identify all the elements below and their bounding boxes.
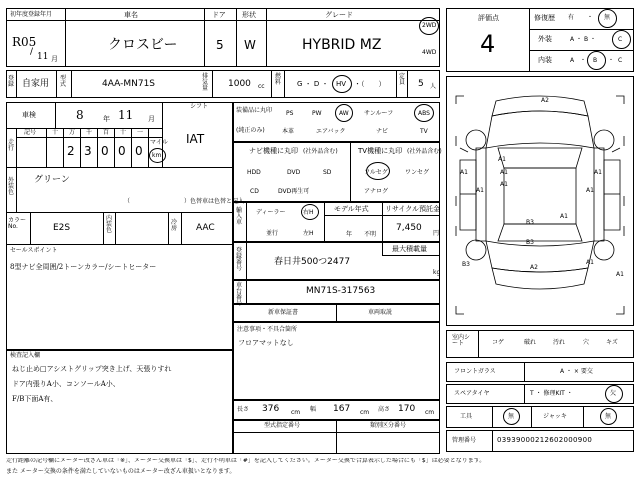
drive-4wd: 4WD bbox=[422, 49, 437, 56]
height-unit: cm bbox=[425, 409, 435, 416]
ext-grade-label: 外装 bbox=[538, 35, 552, 43]
height-label: 高さ bbox=[378, 406, 391, 413]
tv-item: アナログ bbox=[364, 188, 389, 195]
fuel-options: G ・ D ・ bbox=[297, 80, 329, 88]
footer-line-2: また メーター交換の条件を満たしていないものはメーター改ざん車扱いとなります。 bbox=[6, 468, 236, 475]
notes-text: フロアマットなし bbox=[238, 339, 294, 347]
inspector-label: 検査記入欄 bbox=[10, 352, 41, 359]
inspector-line: ドア内張りA小、コンソールA小、 bbox=[12, 380, 120, 388]
model-year-unit: 年 bbox=[346, 231, 353, 238]
front-glass-options: A ・ × 要交 bbox=[560, 368, 593, 375]
score-value: 4 bbox=[480, 30, 496, 58]
recycle-label: リサイクル預託金 bbox=[385, 205, 441, 213]
car-name: クロスビー bbox=[108, 37, 178, 53]
tv-item: フルセグ bbox=[364, 169, 388, 176]
int-grade-b: B bbox=[593, 57, 598, 64]
drive-2wd: 2WD bbox=[422, 22, 437, 29]
model: 4AA-MN71S bbox=[102, 79, 156, 89]
user-manual: 車両取説 bbox=[368, 309, 393, 316]
navi-item: HDD bbox=[247, 169, 261, 176]
door-label: ドア bbox=[212, 11, 226, 19]
jack-label: ジャッキ bbox=[543, 413, 567, 420]
damage-mark: A1 bbox=[498, 156, 506, 163]
mileage-digit-label: 百 bbox=[103, 129, 110, 136]
inspection-month-unit: 月 bbox=[148, 115, 155, 123]
grade-label: グレード bbox=[325, 11, 353, 19]
front-glass-label: フロントガラス bbox=[454, 368, 496, 375]
interior-item: キズ bbox=[606, 339, 618, 346]
damage-mark: B3 bbox=[526, 219, 534, 226]
navi-item: SD bbox=[323, 169, 332, 176]
color-no-label: カラーNo. bbox=[8, 217, 27, 230]
ext-grade-options: A ・ B ・ bbox=[570, 36, 596, 43]
damage-mark: A1 bbox=[460, 169, 468, 176]
interior-item: コゲ bbox=[492, 339, 505, 346]
inspector-line: F/B下面A有、 bbox=[12, 395, 58, 403]
jack-value: 無 bbox=[605, 413, 612, 420]
int-grade-sep: ・ bbox=[580, 57, 587, 64]
max-load-unit: kg bbox=[433, 269, 441, 276]
chassis-value: MN71S-317563 bbox=[306, 286, 376, 296]
spare-tire-label: スペアタイヤ bbox=[454, 390, 490, 397]
damage-mark: A1 bbox=[586, 259, 594, 266]
tools-label: 工具 bbox=[460, 413, 473, 420]
tv-label: TV機種に丸印 bbox=[358, 147, 403, 155]
month-slash: / bbox=[30, 47, 34, 57]
model-label: 型式 bbox=[60, 75, 67, 88]
shift: IAT bbox=[186, 132, 205, 146]
recycle-unit: 円 bbox=[433, 230, 440, 237]
color-no: E2S bbox=[53, 223, 71, 233]
first-reg-label: 初年度登録年月 bbox=[10, 11, 53, 18]
length: 376 bbox=[262, 404, 280, 414]
import-label: 輸入車 bbox=[236, 207, 243, 226]
import-parallel: 並行 bbox=[266, 230, 279, 237]
mileage-digit: 2 bbox=[67, 144, 75, 158]
first-reg-month-unit: 月 bbox=[51, 55, 58, 63]
interior-label: 内装色 bbox=[106, 215, 113, 234]
recycle-value: 7,450 bbox=[396, 223, 422, 233]
ext-grade-b: B bbox=[583, 36, 589, 43]
equip-item: 本革 bbox=[282, 128, 295, 135]
fuel-other: ・（ ） bbox=[354, 80, 386, 88]
damage-mark: A2 bbox=[541, 97, 549, 104]
tv-item: ワンセグ bbox=[405, 169, 430, 176]
damage-mark: A1 bbox=[500, 181, 508, 188]
width: 167 bbox=[333, 404, 351, 414]
type-cert-label: 型式指定番号 bbox=[264, 422, 301, 429]
repair-sep: ・ bbox=[587, 14, 594, 21]
mileage-digit-label: 十 bbox=[120, 129, 127, 136]
width-label: 幅 bbox=[310, 406, 317, 413]
max-load-label: 最大積載量 bbox=[392, 245, 427, 253]
navi-sub: (社外品含む) bbox=[303, 148, 338, 155]
plate-label: 登録 bbox=[8, 75, 15, 88]
capacity-unit: 人 bbox=[430, 83, 437, 90]
ext-grade-c: C bbox=[618, 36, 623, 43]
mgmt-label: 管理番号 bbox=[452, 437, 477, 444]
damage-mark: B3 bbox=[462, 261, 470, 268]
equipment-label: 装備品に丸印 bbox=[236, 107, 273, 114]
equip-item: エアバック bbox=[316, 128, 346, 135]
equip-item: ナビ bbox=[376, 128, 389, 135]
grade: HYBRID MZ bbox=[302, 37, 382, 53]
exterior-color: グリーン bbox=[34, 175, 70, 185]
exterior-note: （ ）色替車は色替と記入 bbox=[124, 198, 245, 205]
repair-no: 無 bbox=[604, 14, 611, 21]
damage-mark: A1 bbox=[500, 169, 508, 176]
inspection-label: 車検 bbox=[22, 111, 36, 119]
car-diagram bbox=[446, 76, 634, 326]
cc-unit: cc bbox=[258, 83, 265, 90]
damage-mark: A1 bbox=[594, 169, 602, 176]
use-label: 自家用 bbox=[22, 79, 50, 89]
mgmt-value: 03939000212602000900 bbox=[497, 436, 593, 444]
car-name-label: 車名 bbox=[124, 11, 138, 19]
interior-item: 穴 bbox=[583, 339, 590, 346]
doors: 5 bbox=[216, 38, 224, 52]
height: 170 bbox=[398, 404, 416, 414]
import-dealer: ディーラー bbox=[256, 209, 286, 216]
fuel-label: 燃料 bbox=[275, 73, 282, 86]
chassis-label: 車台番号 bbox=[236, 282, 243, 307]
cooler-label: 冷房 bbox=[171, 219, 178, 232]
damage-mark: A1 bbox=[616, 271, 624, 278]
cooler: AAC bbox=[196, 223, 215, 233]
notes-label: 注意事項・不具合箇所 bbox=[237, 326, 298, 333]
mileage-unit-km: km bbox=[152, 152, 162, 159]
equip-item: TV bbox=[420, 128, 428, 135]
notes-block bbox=[233, 322, 440, 400]
interior-item: 破れ bbox=[524, 339, 537, 346]
capacity-label: 定員 bbox=[399, 73, 406, 86]
shape: W bbox=[244, 38, 256, 52]
registration-value: 春日井500つ2477 bbox=[274, 257, 351, 267]
mileage-label: 走行 bbox=[8, 139, 15, 152]
mileage-digit-label: 万 bbox=[69, 129, 76, 136]
capacity: 5 bbox=[418, 79, 424, 89]
model-year-label: モデル年式 bbox=[334, 205, 369, 213]
new-car-warranty: 新車保証書 bbox=[268, 309, 299, 316]
mileage-digit: 3 bbox=[84, 144, 92, 158]
damage-mark: A1 bbox=[586, 187, 594, 194]
int-grade-label: 内装 bbox=[538, 56, 552, 64]
sales-points-text: 8型ナビ全周囲/2トーンカラー/シートヒーター bbox=[10, 263, 157, 271]
import-left: 左H bbox=[303, 230, 314, 237]
sales-points-label: セールスポイント bbox=[10, 247, 58, 254]
damage-mark: B3 bbox=[526, 239, 534, 246]
displacement: 1000 bbox=[228, 79, 251, 89]
inspection-month: 11 bbox=[118, 108, 134, 122]
mileage-digit-label: 千 bbox=[86, 129, 93, 136]
equip-item: AW bbox=[339, 110, 349, 117]
mileage-unit-mile: マイル bbox=[150, 139, 168, 146]
displacement-label: 排気量 bbox=[202, 73, 209, 92]
first-reg-month: 11 bbox=[37, 52, 49, 62]
equipment-sub: (純正のみ) bbox=[236, 127, 265, 134]
navi-label: ナビ機種に丸印 bbox=[249, 147, 298, 155]
tv-sub: (社外品含む) bbox=[407, 148, 442, 155]
int-grade-a: A bbox=[570, 57, 575, 64]
damage-mark: A1 bbox=[476, 187, 484, 194]
ext-grade-a: A bbox=[570, 36, 575, 43]
model-year-unknown: 不明 bbox=[364, 231, 377, 238]
footer-line-1: 走行距離の記号欄にメーター改ざん車は「※」、メーター交換車は「$」、走行不明車は「#」を記入してください。メーター交換で合算表示した場合にも「$」は必要となります。 bbox=[6, 458, 486, 464]
navi-item: DVD再生可 bbox=[278, 188, 310, 195]
class-label: 類別区分番号 bbox=[370, 422, 407, 429]
equip-item: サンルーフ bbox=[364, 110, 394, 117]
navi-item: DVD bbox=[287, 169, 301, 176]
equip-item: PS bbox=[286, 110, 294, 117]
inspector-line: ねじ止め□アシストグリップ突き上げ、天張りすれ bbox=[12, 365, 172, 373]
navi-item: CD bbox=[250, 188, 259, 195]
length-unit: cm bbox=[291, 409, 301, 416]
tools-value: 無 bbox=[508, 413, 515, 420]
fuel-selected: HV bbox=[336, 80, 347, 88]
repair-yes: 有 bbox=[568, 14, 575, 21]
width-unit: cm bbox=[360, 409, 370, 416]
mileage-digit: 0 bbox=[101, 144, 109, 158]
mileage-digit-label: 十 bbox=[52, 129, 59, 136]
damage-mark: A2 bbox=[530, 264, 538, 271]
mileage-digit-label: 一 bbox=[137, 129, 144, 136]
length-label: 長さ bbox=[237, 406, 250, 413]
interior-item: 汚れ bbox=[553, 339, 566, 346]
shift-label: シフト bbox=[190, 103, 209, 110]
import-right: 右H bbox=[303, 209, 314, 216]
exterior-label: 外装色 bbox=[8, 177, 15, 196]
mileage-digit: 0 bbox=[118, 144, 126, 158]
inspection-year: 8 bbox=[76, 108, 84, 122]
spare-tire-options: T ・ 修理KIT ・ bbox=[530, 390, 573, 397]
mileage-digit-label: 記号 bbox=[24, 129, 37, 136]
damage-mark: A1 bbox=[560, 213, 568, 220]
equip-item: ABS bbox=[418, 110, 430, 117]
int-grade-c: C bbox=[618, 57, 623, 64]
equip-item: PW bbox=[312, 110, 322, 117]
int-grade-sep2: ・ bbox=[608, 57, 615, 64]
first-reg-year: R05 bbox=[12, 35, 37, 49]
score-label: 評価点 bbox=[478, 14, 499, 22]
repair-label: 修復歴 bbox=[534, 14, 555, 22]
mileage-digit: 0 bbox=[135, 144, 143, 158]
interior-sheet-label: 室内シート bbox=[452, 334, 471, 347]
spare-tire-selected: 欠 bbox=[610, 390, 617, 397]
inspection-year-unit: 年 bbox=[103, 115, 110, 123]
registration-label: 登録番号 bbox=[236, 247, 243, 272]
shape-label: 形状 bbox=[242, 11, 256, 19]
